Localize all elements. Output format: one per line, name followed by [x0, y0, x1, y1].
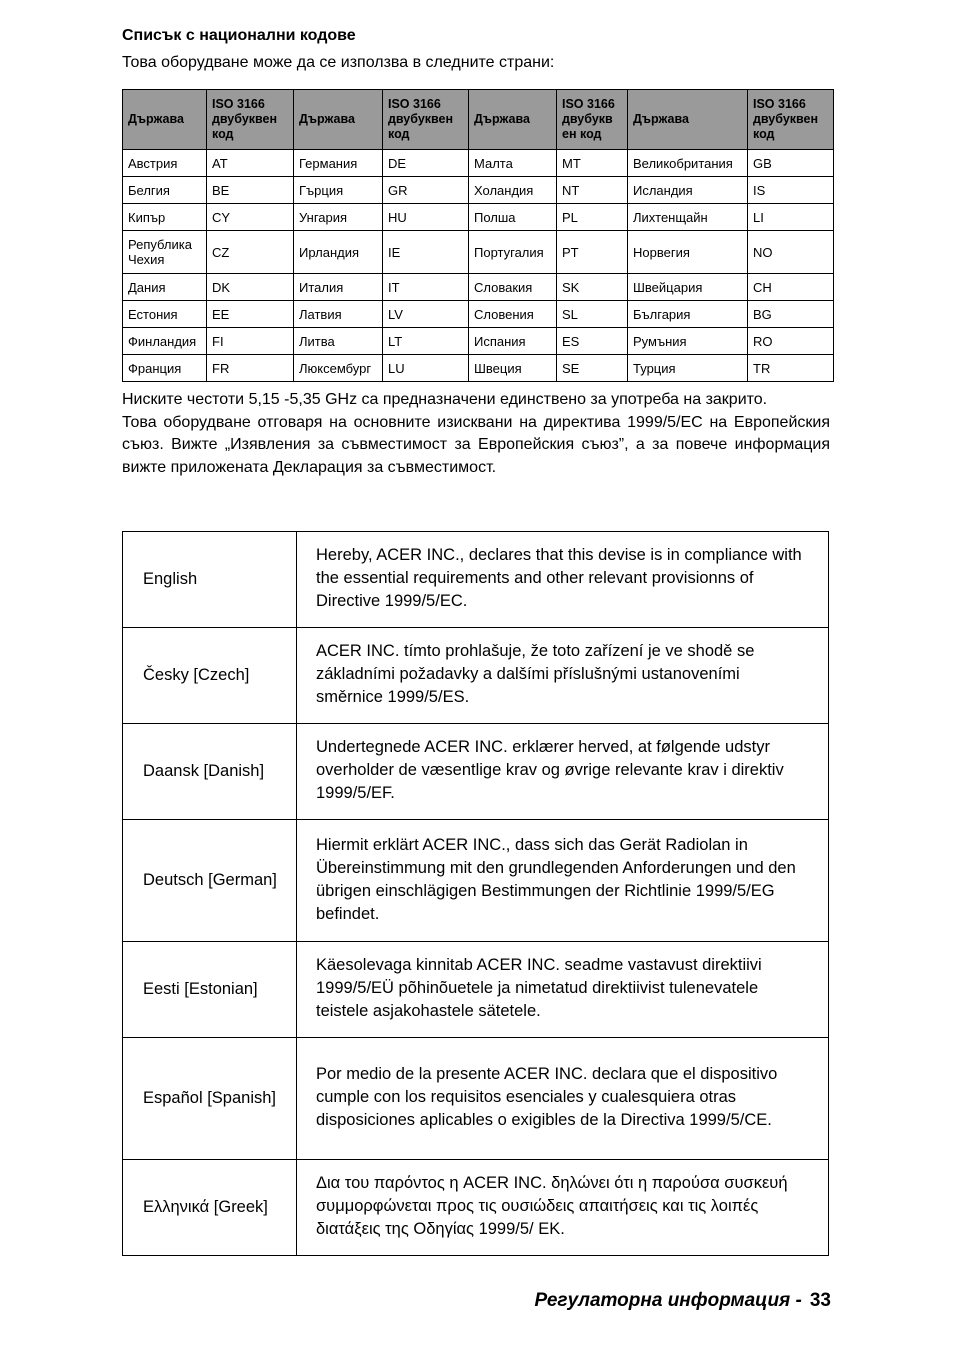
table-cell: Ирландия	[294, 231, 383, 274]
page-heading: Списък с национални кодове	[122, 27, 356, 44]
table-cell: NO	[748, 231, 834, 274]
table-cell: MT	[557, 150, 628, 177]
table-cell: TR	[748, 355, 834, 382]
table-cell: BG	[748, 301, 834, 328]
table-cell: Швеция	[469, 355, 557, 382]
table-cell: PL	[557, 204, 628, 231]
table-cell: GB	[748, 150, 834, 177]
table-cell: RO	[748, 328, 834, 355]
table-cell: PT	[557, 231, 628, 274]
table-cell: Испания	[469, 328, 557, 355]
table-cell: DE	[383, 150, 469, 177]
declaration-row	[123, 628, 829, 724]
table-row	[123, 301, 834, 328]
declaration-language: Español [Spanish]	[123, 1038, 297, 1160]
declarations-table	[122, 531, 829, 1256]
country-codes-table	[122, 89, 834, 382]
table-cell: Полша	[469, 204, 557, 231]
table-row	[123, 231, 834, 274]
declaration-row	[123, 820, 829, 942]
declaration-row	[123, 1038, 829, 1160]
declaration-language: Ελληνικά [Greek]	[123, 1160, 297, 1256]
column-header: Държава	[294, 90, 383, 150]
column-header: Държава	[469, 90, 557, 150]
table-row	[123, 328, 834, 355]
table-cell: Румъния	[628, 328, 748, 355]
directive-note: Това оборудване отговаря на основните изисквани на директива 1999/5/EC на Европейския съюз. Вижте „Изявления за съвместимост за Европейския съюз”, а за повече информация вижте приложената Декларация за съвместимост.	[122, 413, 830, 477]
table-row	[123, 177, 834, 204]
table-cell: BE	[207, 177, 294, 204]
table-row	[123, 274, 834, 301]
declaration-language: Daansk [Danish]	[123, 724, 297, 820]
table-cell: Малта	[469, 150, 557, 177]
table-cell: IT	[383, 274, 469, 301]
declaration-row	[123, 532, 829, 628]
table-cell: България	[628, 301, 748, 328]
table-cell: SL	[557, 301, 628, 328]
indoor-note: Ниските честоти 5,15 -5,35 GHz са предназначени единствено за употреба на закрито.	[122, 391, 768, 408]
table-cell: CY	[207, 204, 294, 231]
table-cell: ES	[557, 328, 628, 355]
table-cell: Литва	[294, 328, 383, 355]
column-header: ISO 3166 двубуквен код	[207, 90, 294, 150]
column-header: ISO 3166 двубуквен код	[383, 90, 469, 150]
table-row	[123, 355, 834, 382]
table-cell: FR	[207, 355, 294, 382]
declaration-text: Por medio de la presente ACER INC. declara que el dispositivo cumple con los requisitos esenciales y cualesquiera otras disposiciones aplicables o exigibles de la Directiva 1999/5/CE.	[297, 1038, 829, 1160]
table-cell: Великобритания	[628, 150, 748, 177]
table-cell: IS	[748, 177, 834, 204]
page-number: 33	[809, 1290, 831, 1311]
table-cell: NT	[557, 177, 628, 204]
table-cell: Германия	[294, 150, 383, 177]
table-cell: DK	[207, 274, 294, 301]
table-cell: FI	[207, 328, 294, 355]
table-header-row	[123, 90, 834, 150]
table-cell: Холандия	[469, 177, 557, 204]
table-cell: LI	[748, 204, 834, 231]
table-cell: Португалия	[469, 231, 557, 274]
table-cell: Италия	[294, 274, 383, 301]
table-cell: Дания	[123, 274, 207, 301]
table-cell: Белгия	[123, 177, 207, 204]
declaration-language: Česky [Czech]	[123, 628, 297, 724]
intro-text: Това оборудване може да се използва в следните страни:	[122, 54, 555, 71]
declaration-text: Δια του παρόντος η ACER INC. δηλώνει ότι η παρούσα συσκευή συμμορφώνεται προς τις ουσιώδεις απαιτήσεις και τις λοιπές διατάξεις της Οδηγίας 1999/5/ EK.	[297, 1160, 829, 1256]
table-cell: GR	[383, 177, 469, 204]
table-cell: AT	[207, 150, 294, 177]
table-cell: Гърция	[294, 177, 383, 204]
table-cell: Кипър	[123, 204, 207, 231]
declaration-row	[123, 942, 829, 1038]
table-cell: Естония	[123, 301, 207, 328]
table-cell: LV	[383, 301, 469, 328]
table-row	[123, 204, 834, 231]
table-cell: Словения	[469, 301, 557, 328]
table-cell: EE	[207, 301, 294, 328]
table-cell: Република Чехия	[123, 231, 207, 274]
table-cell: Австрия	[123, 150, 207, 177]
table-cell: IE	[383, 231, 469, 274]
declaration-language: English	[123, 532, 297, 628]
table-cell: Норвегия	[628, 231, 748, 274]
declaration-text: Käesolevaga kinnitab ACER INC. seadme vastavust direktiivi 1999/5/EÜ põhinõuetele ja nimetatud direktiivist tulenevatele teistele asjakohastele sätetele.	[297, 942, 829, 1038]
column-header: Държава	[628, 90, 748, 150]
declaration-text: ACER INC. tímto prohlašuje, že toto zařízení je ve shodě se základními požadavky a dalšími příslušnými ustanoveními směrnice 1999/5/ES.	[297, 628, 829, 724]
declaration-text: Hereby, ACER INC., declares that this devise is in compliance with the essential requirements and other relevant provisionns of Directive 1999/5/EC.	[297, 532, 829, 628]
table-cell: HU	[383, 204, 469, 231]
declaration-language: Eesti [Estonian]	[123, 942, 297, 1038]
declaration-text: Undertegnede ACER INC. erklærer herved, at følgende udstyr overholder de væsentlige krav og øvrige relevante krav i direktiv 1999/5/EF.	[297, 724, 829, 820]
table-cell: CZ	[207, 231, 294, 274]
table-cell: Исландия	[628, 177, 748, 204]
declaration-text: Hiermit erklärt ACER INC., dass sich das Gerät Radiolan in Übereinstimmung mit den grundlegenden Anforderungen und den übrigen einschlägigen Bestimmungen der Richtlinie 1999/5/EG befindet.	[297, 820, 829, 942]
table-cell: Лихтенщайн	[628, 204, 748, 231]
table-cell: Люксембург	[294, 355, 383, 382]
table-cell: LT	[383, 328, 469, 355]
declaration-row	[123, 724, 829, 820]
table-cell: Турция	[628, 355, 748, 382]
column-header: ISO 3166 двубуквен код	[748, 90, 834, 150]
column-header: Държава	[123, 90, 207, 150]
table-cell: SK	[557, 274, 628, 301]
notes-section	[122, 389, 830, 480]
page-footer	[534, 1290, 831, 1312]
table-cell: Словакия	[469, 274, 557, 301]
table-cell: SE	[557, 355, 628, 382]
table-cell: Латвия	[294, 301, 383, 328]
declaration-row	[123, 1160, 829, 1256]
table-cell: CH	[748, 274, 834, 301]
table-row	[123, 150, 834, 177]
footer-title: Регулаторна информация -	[534, 1290, 802, 1311]
table-cell: Унгария	[294, 204, 383, 231]
table-cell: LU	[383, 355, 469, 382]
table-cell: Финландия	[123, 328, 207, 355]
column-header: ISO 3166 двубукв ен код	[557, 90, 628, 150]
table-cell: Франция	[123, 355, 207, 382]
declaration-language: Deutsch [German]	[123, 820, 297, 942]
table-cell: Швейцария	[628, 274, 748, 301]
